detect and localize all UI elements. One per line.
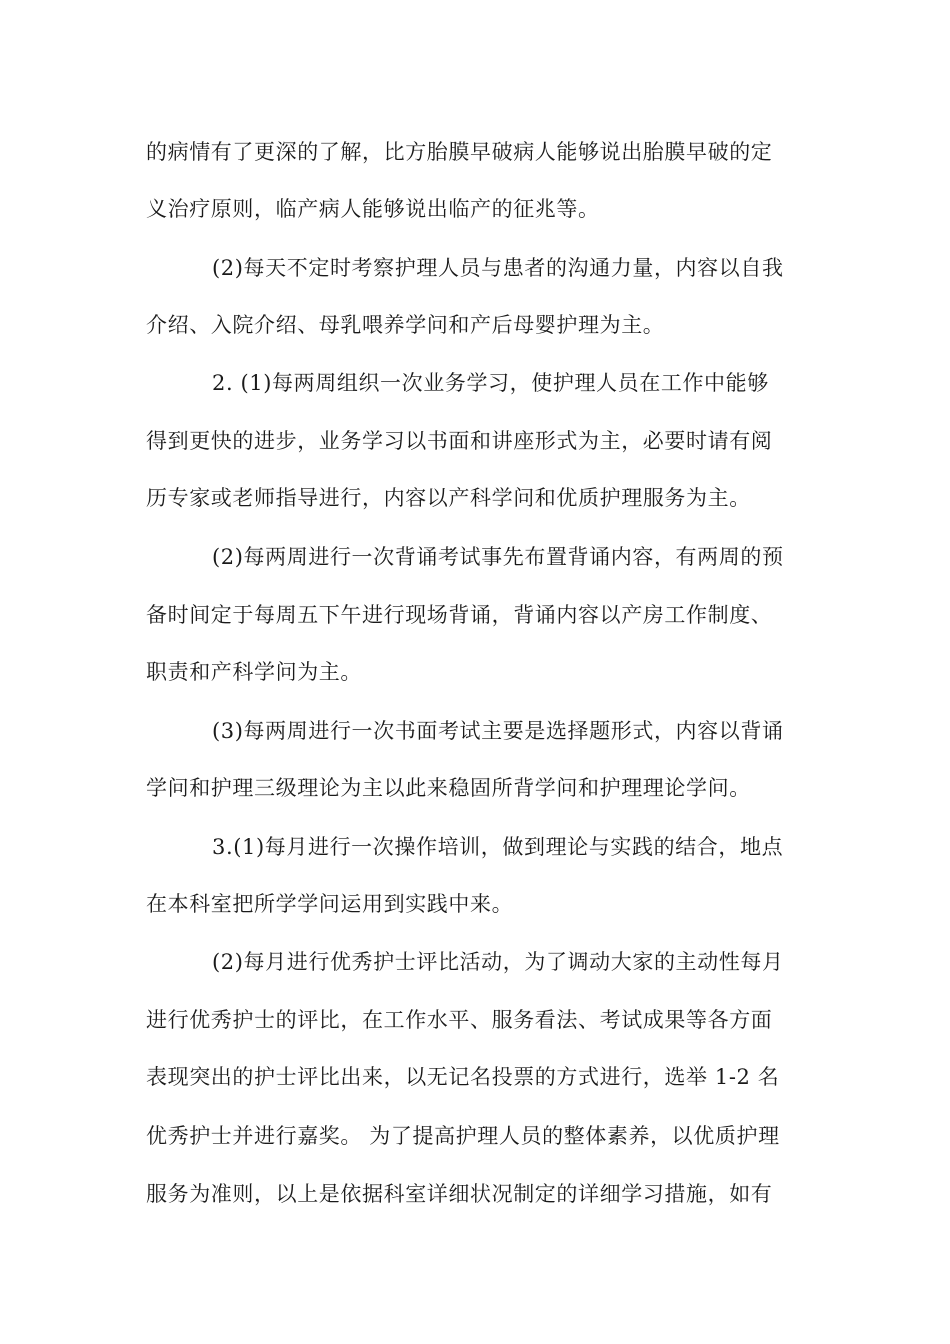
text-line: 历专家或老师指导进行，内容以产科学问和优质护理服务为主。	[146, 486, 751, 510]
text-line: 得到更快的进步，业务学习以书面和讲座形式为主，必要时请有阅	[146, 429, 773, 453]
text-line: 学问和护理三级理论为主以此来稳固所背学问和护理理论学问。	[146, 776, 751, 800]
text-line: 的病情有了更深的了解，比方胎膜早破病人能够说出胎膜早破的定	[146, 140, 773, 164]
text-line: 在本科室把所学学问运用到实践中来。	[146, 892, 514, 916]
text-line: 优秀护士并进行嘉奖。 为了提高护理人员的整体素养，以优质护理	[146, 1124, 780, 1148]
text-line: 服务为准则，以上是依据科室详细状况制定的详细学习措施，如有	[146, 1182, 773, 1206]
text-line: 2. (1)每两周组织一次业务学习，使护理人员在工作中能够	[212, 371, 769, 395]
text-line: 义治疗原则，临产病人能够说出临产的征兆等。	[146, 197, 600, 221]
text-line: (3)每两周进行一次书面考试主要是选择题形式，内容以背诵	[212, 719, 784, 743]
text-line: 3.(1)每月进行一次操作培训，做到理论与实践的结合，地点	[212, 835, 784, 859]
text-line: (2)每天不定时考察护理人员与患者的沟通力量，内容以自我	[212, 256, 784, 280]
text-line: 介绍、入院介绍、母乳喂养学问和产后母婴护理为主。	[146, 313, 665, 337]
text-line: 职责和产科学问为主。	[146, 660, 362, 684]
text-line: (2)每月进行优秀护士评比活动，为了调动大家的主动性每月	[212, 950, 784, 974]
text-line: 进行优秀护士的评比，在工作水平、服务看法、考试成果等各方面	[146, 1008, 773, 1032]
text-line: (2)每两周进行一次背诵考试事先布置背诵内容，有两周的预	[212, 545, 784, 569]
text-line: 表现突出的护士评比出来，以无记名投票的方式进行，选举 1-2 名	[146, 1065, 780, 1089]
text-line: 备时间定于每周五下午进行现场背诵，背诵内容以产房工作制度、	[146, 603, 773, 627]
